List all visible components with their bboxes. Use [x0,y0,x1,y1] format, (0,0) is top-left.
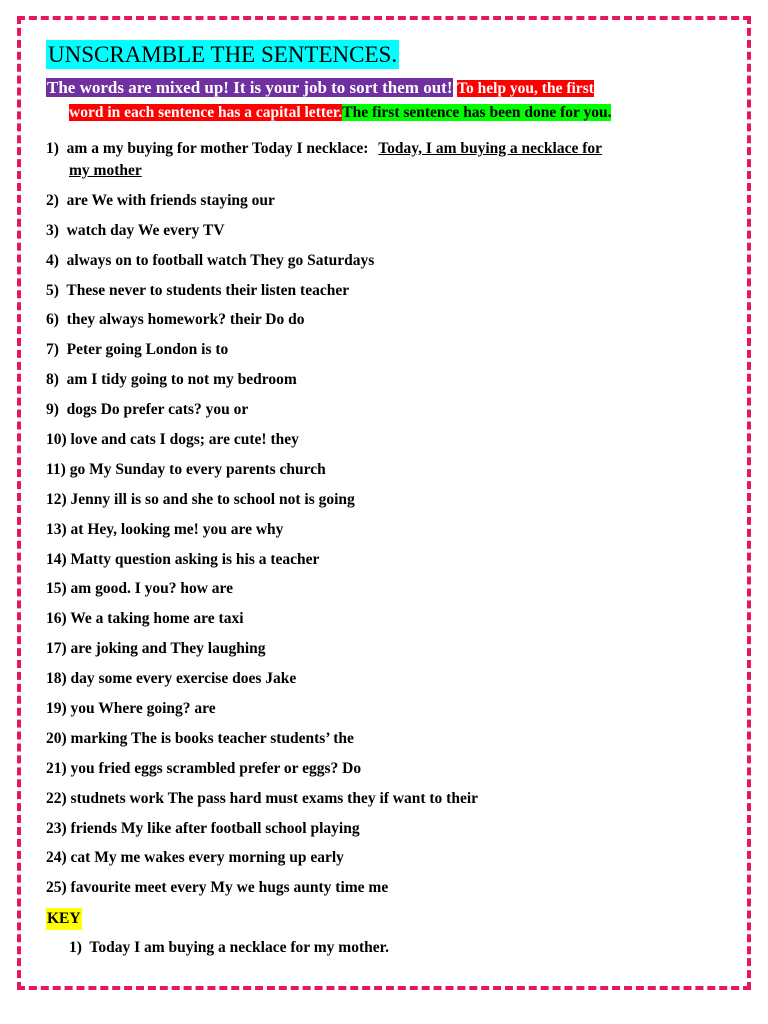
item-number: 4) [46,251,59,269]
item-number: 20) [46,729,67,747]
item-number: 12) [46,490,67,508]
item-text: always on to football watch They go Saturdays [66,251,375,269]
instruction-red-part2: word in each sentence has a capital letter. [69,104,343,121]
item-text: love and cats I dogs; are cute! they [70,431,299,449]
item-text: Matty question asking is his a teacher [70,550,320,568]
item-text: We a taking home are taxi [70,610,244,628]
list-item [46,668,716,690]
list-item [46,190,716,212]
item-text: These never to students their listen teacher [66,281,350,299]
item-text: Peter going London is to [66,341,229,359]
item-number: 3) [46,221,59,239]
item-text: friends My like after football school playing [70,819,360,837]
list-item [46,459,716,481]
item-text: go My Sunday to every parents church [69,460,326,478]
key-item-text: Today I am buying a necklace for my mother. [89,939,389,957]
item-text: am I tidy going to not my bedroom [66,371,297,389]
list-item [46,728,716,750]
item-number: 17) [46,640,67,658]
item-text: dogs Do prefer cats? you or [66,401,249,419]
list-item [46,280,716,302]
item-number: 6) [46,311,59,329]
list-item [46,250,716,272]
key-label: KEY [46,908,82,930]
item-text: studnets work The pass hard must exams they if want to their [70,789,479,807]
list-item [46,758,716,780]
list-item [46,608,716,630]
example-answer: Today, I am buying a necklace for [378,140,603,157]
item-text: are We with friends staying our [66,191,275,209]
list-item [46,309,716,331]
item-number: 9) [46,401,59,419]
item-text: marking The is books teacher students’ the [70,729,354,747]
item-text: are joking and They laughing [70,640,266,658]
item-text: you fried eggs scrambled prefer or eggs? Do [70,759,362,777]
item-text: favourite meet every My we hugs aunty time me [70,879,389,897]
item-text: they always homework? their Do do [66,311,305,329]
item-number: 24) [46,849,67,867]
instructions [46,76,716,125]
page-title: UNSCRAMBLE THE SENTENCES. [48,42,398,67]
key-answer [46,937,716,959]
list-item [46,519,716,541]
item-number: 22) [46,789,67,807]
item-text: cat My me wakes every morning up early [70,849,344,867]
item-text: you Where going? are [70,700,216,718]
item-number: 19) [46,700,67,718]
list-item [46,369,716,391]
item-number: 5) [46,281,59,299]
item-number: 16) [46,610,67,628]
item-text: am good. I you? how are [70,580,234,598]
item-text: at Hey, looking me! you are why [70,520,284,538]
item-text: am a my buying for mother Today I necklace: [66,140,369,157]
list-item [46,578,716,600]
list-item [46,339,716,361]
item-number: 10) [46,431,67,449]
worksheet [46,40,716,959]
item-number: 2) [46,191,59,209]
item-text: day some every exercise does Jake [70,670,297,688]
list-item [46,698,716,720]
list-item [46,138,716,182]
instruction-purple: The words are mixed up! It is your job to sort them out! [47,78,453,97]
sentence-list [46,138,716,899]
item-number: 15) [46,580,67,598]
key-item-number: 1) [69,939,82,957]
list-item [46,399,716,421]
item-number: 14) [46,550,67,568]
list-item [46,818,716,840]
instruction-green: The first sentence has been done for you. [342,104,612,121]
item-number: 1) [46,140,59,157]
item-text: Jenny ill is so and she to school not is going [70,490,355,508]
list-item [46,489,716,511]
item-number: 21) [46,759,67,777]
item-number: 13) [46,520,67,538]
item-number: 23) [46,819,67,837]
item-text: watch day We every TV [66,221,225,239]
list-item [46,220,716,242]
item-number: 11) [46,460,66,478]
list-item [46,638,716,660]
list-item [46,549,716,571]
item-number: 18) [46,670,67,688]
list-item [46,877,716,899]
list-item [46,788,716,810]
list-item [46,847,716,869]
item-number: 25) [46,879,67,897]
instruction-red-part1: To help you, the first [457,80,594,97]
item-number: 8) [46,371,59,389]
example-answer-continued: my mother [69,162,142,179]
list-item [46,429,716,451]
item-number: 7) [46,341,59,359]
